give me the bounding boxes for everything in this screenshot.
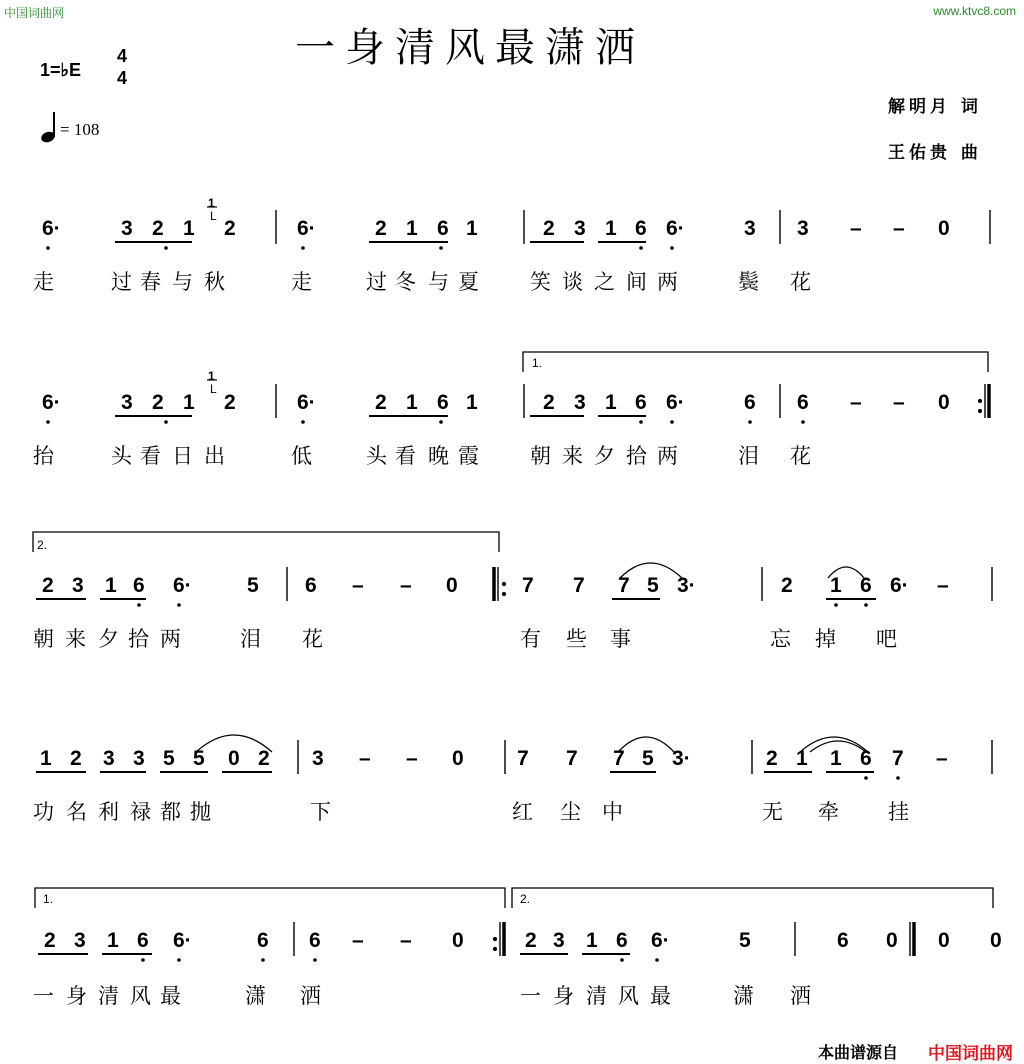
octave-dot bbox=[164, 246, 168, 250]
octave-dot bbox=[639, 246, 643, 250]
lyric-char: 花 bbox=[790, 444, 811, 468]
lyric-char: 下 bbox=[310, 800, 331, 824]
repeat-dot bbox=[978, 409, 981, 412]
octave-dot bbox=[748, 420, 752, 424]
jianpu-note: 3 bbox=[574, 391, 586, 414]
jianpu-note: 6 bbox=[616, 929, 628, 952]
jianpu-note: 0 bbox=[228, 747, 240, 770]
jianpu-note: 1 bbox=[40, 747, 52, 770]
octave-dot bbox=[670, 420, 674, 424]
jianpu-note: 6· bbox=[890, 574, 909, 597]
lyric-char: 泪 bbox=[240, 627, 261, 651]
lyric-char: 走 bbox=[291, 270, 312, 294]
lyric-char: 晚 bbox=[428, 444, 449, 468]
jianpu-note: 2 bbox=[152, 217, 164, 240]
jianpu-note: 1 bbox=[406, 391, 418, 414]
lyric-char: 挂 bbox=[888, 800, 909, 824]
jianpu-note: 6 bbox=[744, 391, 756, 414]
jianpu-note: 3· bbox=[672, 747, 691, 770]
key-signature: 1=♭E bbox=[40, 60, 82, 80]
watermark-left: 中国词曲网 bbox=[4, 6, 65, 20]
jianpu-note: 1 bbox=[466, 217, 478, 240]
jianpu-note: 2 bbox=[152, 391, 164, 414]
jianpu-note: – bbox=[893, 217, 905, 240]
lyric-char: 中 bbox=[602, 800, 623, 824]
jianpu-note: 6 bbox=[305, 574, 317, 597]
jianpu-note: – bbox=[937, 574, 949, 597]
repeat-dot bbox=[493, 947, 496, 950]
lyric-char: 洒 bbox=[300, 984, 321, 1008]
jianpu-note: 6· bbox=[651, 929, 670, 952]
footer-site: 中国词曲网 bbox=[928, 1044, 1013, 1064]
lyric-char: 低 bbox=[291, 444, 312, 468]
jianpu-note: 5 bbox=[739, 929, 751, 952]
jianpu-note: 1 bbox=[830, 747, 842, 770]
lyric-char: 拾 bbox=[626, 444, 647, 468]
lyric-char: 朝 bbox=[33, 627, 54, 651]
jianpu-note: 6 bbox=[860, 747, 872, 770]
jianpu-note: – bbox=[406, 747, 418, 770]
ending-2-label: 2. bbox=[37, 538, 48, 552]
jianpu-note: 2 bbox=[375, 391, 387, 414]
jianpu-note: 3 bbox=[553, 929, 565, 952]
lyric-char: 清 bbox=[586, 984, 607, 1008]
lyric-char: 过 bbox=[111, 270, 132, 294]
jianpu-note: 6· bbox=[666, 391, 685, 414]
jianpu-note: 0 bbox=[938, 929, 950, 952]
jianpu-note: 3 bbox=[312, 747, 324, 770]
jianpu-note: 6· bbox=[173, 929, 192, 952]
jianpu-note: – bbox=[936, 747, 948, 770]
ending-2-label: 2. bbox=[520, 892, 531, 906]
lyric-char: 夕 bbox=[594, 444, 615, 468]
lyric-char: 些 bbox=[566, 627, 587, 651]
lyric-char: 霞 bbox=[458, 444, 479, 468]
repeat-dot bbox=[493, 937, 496, 940]
jianpu-note: 6 bbox=[837, 929, 849, 952]
jianpu-note: – bbox=[400, 929, 412, 952]
lyric-char: 来 bbox=[562, 444, 583, 468]
jianpu-note: 5 bbox=[163, 747, 175, 770]
jianpu-note: 6 bbox=[797, 391, 809, 414]
lyric-char: 牵 bbox=[818, 800, 839, 824]
jianpu-note: 1 bbox=[406, 217, 418, 240]
jianpu-note: 6· bbox=[297, 217, 316, 240]
octave-dot bbox=[177, 603, 181, 607]
lyric-char: 尘 bbox=[560, 800, 581, 824]
jianpu-note: 7 bbox=[618, 574, 630, 597]
lyric-char: 一 bbox=[520, 984, 541, 1008]
grace-digit: 1 bbox=[208, 196, 215, 210]
lyric-char: 看 bbox=[395, 444, 416, 468]
jianpu-note: 1 bbox=[586, 929, 598, 952]
jianpu-note: 1 bbox=[105, 574, 117, 597]
lyric-char: 最 bbox=[650, 984, 671, 1008]
lyric-char: 日 bbox=[172, 444, 193, 468]
lyric-char: 掉 bbox=[815, 627, 836, 651]
lyric-char: 间 bbox=[626, 270, 647, 294]
jianpu-note: 2 bbox=[258, 747, 270, 770]
octave-dot bbox=[46, 420, 50, 424]
jianpu-note: 7 bbox=[517, 747, 529, 770]
jianpu-note: 1 bbox=[796, 747, 808, 770]
jianpu-note: 1 bbox=[183, 391, 195, 414]
lyric-char: 朝 bbox=[530, 444, 551, 468]
octave-dot bbox=[439, 420, 443, 424]
lyric-char: 两 bbox=[657, 444, 678, 468]
lyric-char: 头 bbox=[366, 444, 387, 468]
lyric-char: 春 bbox=[140, 270, 161, 294]
lyric-char: 拾 bbox=[128, 627, 149, 651]
lyric-char: 泪 bbox=[738, 444, 759, 468]
lyric-char: 笑 bbox=[530, 270, 551, 294]
jianpu-note: 2 bbox=[70, 747, 82, 770]
song-title: 一身清风最潇洒 bbox=[295, 25, 645, 71]
lyric-char: 夕 bbox=[98, 627, 119, 651]
jianpu-note: 6 bbox=[860, 574, 872, 597]
jianpu-note: 7 bbox=[566, 747, 578, 770]
octave-dot bbox=[313, 958, 317, 962]
lyric-char: 来 bbox=[65, 627, 86, 651]
octave-dot bbox=[620, 958, 624, 962]
lyric-char: 冬 bbox=[395, 270, 416, 294]
ending-1-label: 1. bbox=[532, 356, 543, 370]
lyric-char: 两 bbox=[657, 270, 678, 294]
jianpu-note: – bbox=[850, 217, 862, 240]
jianpu-note: 7 bbox=[892, 747, 904, 770]
watermark-right: www.ktvc8.com bbox=[933, 4, 1016, 18]
jianpu-note: 6 bbox=[437, 217, 449, 240]
jianpu-note: 5 bbox=[642, 747, 654, 770]
jianpu-note: 3 bbox=[74, 929, 86, 952]
octave-dot bbox=[670, 246, 674, 250]
jianpu-note: 6 bbox=[309, 929, 321, 952]
lyric-char: 花 bbox=[790, 270, 811, 294]
octave-dot bbox=[137, 603, 141, 607]
jianpu-note: 2 bbox=[543, 391, 555, 414]
jianpu-note: 2 bbox=[781, 574, 793, 597]
jianpu-note: – bbox=[352, 574, 364, 597]
jianpu-note: 6 bbox=[257, 929, 269, 952]
jianpu-note: 2 bbox=[375, 217, 387, 240]
lyric-char: 抬 bbox=[33, 444, 54, 468]
jianpu-note: – bbox=[352, 929, 364, 952]
jianpu-note: – bbox=[400, 574, 412, 597]
octave-dot bbox=[896, 776, 900, 780]
jianpu-note: 5 bbox=[247, 574, 259, 597]
jianpu-note: 5 bbox=[193, 747, 205, 770]
jianpu-note: 1 bbox=[107, 929, 119, 952]
jianpu-note: 6 bbox=[635, 391, 647, 414]
lyric-char: 之 bbox=[594, 270, 615, 294]
lyric-char: 出 bbox=[204, 444, 225, 468]
lyric-char: 洒 bbox=[790, 984, 811, 1008]
lyric-char: 最 bbox=[160, 984, 181, 1008]
lyric-char: 一 bbox=[33, 984, 54, 1008]
octave-dot bbox=[834, 603, 838, 607]
lyric-char: 红 bbox=[512, 800, 533, 824]
repeat-dot bbox=[502, 592, 505, 595]
lyric-char: 谈 bbox=[562, 270, 583, 294]
lyricist-credit: 解明月 词 bbox=[888, 97, 982, 117]
lyric-char: 夏 bbox=[458, 270, 479, 294]
jianpu-note: 3 bbox=[797, 217, 809, 240]
jianpu-note: 7 bbox=[522, 574, 534, 597]
jianpu-note: 0 bbox=[446, 574, 458, 597]
lyric-char: 清 bbox=[98, 984, 119, 1008]
lyric-char: 抛 bbox=[190, 800, 211, 824]
lyric-char: 风 bbox=[618, 984, 639, 1008]
jianpu-note: 6· bbox=[666, 217, 685, 240]
octave-dot bbox=[801, 420, 805, 424]
composer-credit: 王佑贵 曲 bbox=[888, 143, 982, 163]
ending-1-label: 1. bbox=[43, 892, 54, 906]
jianpu-note: 2 bbox=[525, 929, 537, 952]
jianpu-note: 1 bbox=[605, 391, 617, 414]
jianpu-note: 6· bbox=[173, 574, 192, 597]
time-sig-top: 4 bbox=[117, 46, 128, 66]
jianpu-note: 2 bbox=[42, 574, 54, 597]
jianpu-note: 7 bbox=[573, 574, 585, 597]
jianpu-note: 1 bbox=[830, 574, 842, 597]
jianpu-note: 1 bbox=[183, 217, 195, 240]
jianpu-note: 3 bbox=[121, 391, 133, 414]
jianpu-note: 2 bbox=[766, 747, 778, 770]
footer-source: 本曲谱源自 bbox=[818, 1043, 899, 1062]
lyric-char: 忘 bbox=[770, 627, 791, 651]
lyric-char: 过 bbox=[366, 270, 387, 294]
octave-dot bbox=[164, 420, 168, 424]
jianpu-note: 7 bbox=[613, 747, 625, 770]
lyric-char: 名 bbox=[66, 800, 87, 824]
octave-dot bbox=[46, 246, 50, 250]
jianpu-note: 6· bbox=[297, 391, 316, 414]
lyric-char: 身 bbox=[553, 984, 574, 1008]
jianpu-note: 0 bbox=[886, 929, 898, 952]
lyric-char: 禄 bbox=[130, 800, 151, 824]
jianpu-note: 0 bbox=[938, 217, 950, 240]
tempo-mark: = 108 bbox=[60, 120, 100, 139]
lyric-char: 与 bbox=[172, 270, 193, 294]
jianpu-note: 2 bbox=[44, 929, 56, 952]
grace-note bbox=[207, 207, 217, 380]
lyric-char: 秋 bbox=[204, 270, 225, 294]
lyric-char: 潇 bbox=[245, 984, 266, 1008]
lyric-char: 功 bbox=[33, 800, 54, 824]
lyric-char: 吧 bbox=[876, 627, 897, 651]
jianpu-note: 0 bbox=[990, 929, 1002, 952]
jianpu-note: 2 bbox=[543, 217, 555, 240]
lyric-char: 潇 bbox=[733, 984, 754, 1008]
repeat-dot bbox=[502, 582, 505, 585]
octave-dot bbox=[639, 420, 643, 424]
lyric-char: 事 bbox=[610, 627, 631, 651]
jianpu-note: 2 bbox=[224, 217, 236, 240]
jianpu-note: 3 bbox=[72, 574, 84, 597]
jianpu-note: 0 bbox=[452, 747, 464, 770]
octave-dot bbox=[655, 958, 659, 962]
octave-dot bbox=[301, 420, 305, 424]
lyric-char: 花 bbox=[302, 627, 323, 651]
jianpu-note: 6· bbox=[42, 217, 61, 240]
jianpu-note: 0 bbox=[938, 391, 950, 414]
jianpu-note: 6 bbox=[635, 217, 647, 240]
jianpu-note: 3 bbox=[744, 217, 756, 240]
lyric-char: 与 bbox=[428, 270, 449, 294]
jianpu-note: 3 bbox=[133, 747, 145, 770]
lyric-char: 无 bbox=[762, 800, 783, 824]
jianpu-note: 6 bbox=[137, 929, 149, 952]
octave-dot bbox=[439, 246, 443, 250]
lyric-char: 利 bbox=[98, 800, 119, 824]
jianpu-note: 2 bbox=[224, 391, 236, 414]
octave-dot bbox=[177, 958, 181, 962]
jianpu-note: 1 bbox=[605, 217, 617, 240]
octave-dot bbox=[301, 246, 305, 250]
grace-digit: L bbox=[210, 382, 217, 396]
grace-digit: 1 bbox=[208, 369, 215, 383]
jianpu-note: 3 bbox=[574, 217, 586, 240]
jianpu-note: 6· bbox=[42, 391, 61, 414]
lyric-char: 有 bbox=[520, 627, 541, 651]
jianpu-note: 6 bbox=[133, 574, 145, 597]
jianpu-note: 0 bbox=[452, 929, 464, 952]
jianpu-note: 6 bbox=[437, 391, 449, 414]
lyric-char: 头 bbox=[111, 444, 132, 468]
jianpu-note: – bbox=[359, 747, 371, 770]
jianpu-note: 5 bbox=[647, 574, 659, 597]
jianpu-note: – bbox=[850, 391, 862, 414]
grace-digit: L bbox=[210, 209, 217, 223]
octave-dot bbox=[261, 958, 265, 962]
octave-dot bbox=[141, 958, 145, 962]
jianpu-note: 3 bbox=[103, 747, 115, 770]
time-sig-bottom: 4 bbox=[117, 68, 128, 88]
lyric-char: 都 bbox=[160, 800, 181, 824]
repeat-dot bbox=[978, 399, 981, 402]
lyric-char: 鬓 bbox=[738, 270, 759, 294]
octave-dot bbox=[864, 776, 868, 780]
octave-dot bbox=[864, 603, 868, 607]
jianpu-note: 3 bbox=[121, 217, 133, 240]
lyric-char: 风 bbox=[130, 984, 151, 1008]
jianpu-note: 1 bbox=[466, 391, 478, 414]
jianpu-note: 3· bbox=[677, 574, 696, 597]
lyric-char: 走 bbox=[33, 270, 54, 294]
lyric-char: 看 bbox=[140, 444, 161, 468]
jianpu-note: – bbox=[893, 391, 905, 414]
lyric-char: 两 bbox=[160, 627, 181, 651]
lyric-char: 身 bbox=[66, 984, 87, 1008]
